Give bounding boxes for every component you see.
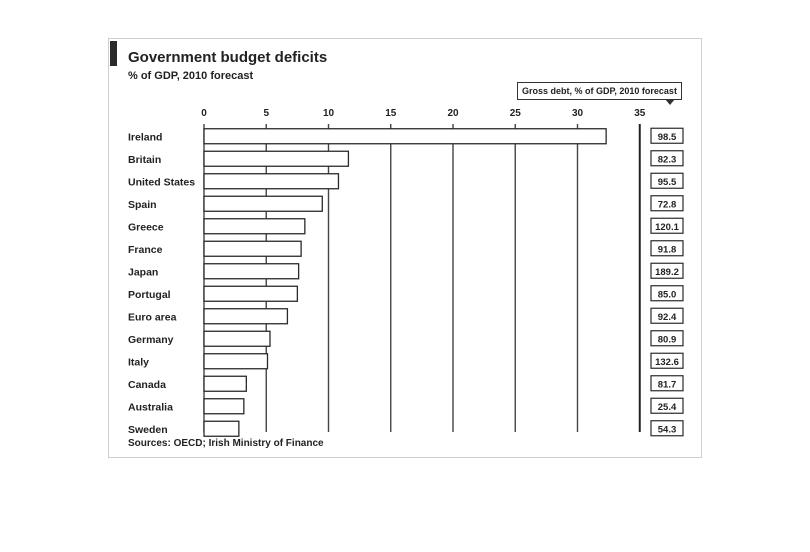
bar bbox=[204, 309, 287, 324]
category-label: Australia bbox=[128, 401, 173, 414]
bar bbox=[204, 354, 267, 369]
gross-debt-value: 80.9 bbox=[657, 334, 677, 346]
gross-debt-value: 189.2 bbox=[655, 266, 679, 278]
x-tick-label: 25 bbox=[509, 108, 521, 119]
gross-debt-value: 98.5 bbox=[657, 131, 677, 143]
bar bbox=[204, 129, 606, 144]
x-tick-label: 15 bbox=[385, 108, 397, 119]
bar bbox=[204, 264, 299, 279]
gross-debt-header: Gross debt, % of GDP, 2010 forecast bbox=[517, 82, 682, 100]
chart-title: Government budget deficits bbox=[128, 49, 328, 66]
bar bbox=[204, 376, 246, 391]
chart-source: Sources: OECD; Irish Ministry of Finance bbox=[128, 438, 324, 449]
category-label: Euro area bbox=[128, 311, 177, 324]
gross-debt-value: 72.8 bbox=[657, 199, 677, 211]
bar bbox=[204, 241, 301, 256]
gross-debt-value: 92.4 bbox=[657, 311, 677, 323]
gross-debt-value: 132.6 bbox=[655, 356, 679, 368]
x-tick-label: 20 bbox=[447, 108, 459, 119]
gross-debt-value: 54.3 bbox=[657, 424, 677, 436]
category-label: Britain bbox=[128, 153, 162, 166]
gross-debt-value: 95.5 bbox=[657, 176, 677, 188]
category-labels bbox=[128, 131, 195, 436]
gross-debt-value: 81.7 bbox=[657, 379, 677, 391]
gross-debt-column bbox=[651, 128, 683, 436]
bar bbox=[204, 196, 322, 211]
category-label: Ireland bbox=[128, 131, 163, 144]
x-tick-label: 35 bbox=[634, 108, 646, 119]
bar bbox=[204, 399, 244, 414]
category-label: Canada bbox=[128, 378, 166, 391]
bar bbox=[204, 421, 239, 436]
bar bbox=[204, 219, 305, 234]
x-tick-label: 5 bbox=[263, 108, 270, 119]
x-tick-label: 0 bbox=[201, 108, 207, 119]
bar bbox=[204, 331, 270, 346]
category-label: Italy bbox=[128, 356, 150, 369]
category-label: Japan bbox=[128, 266, 159, 279]
bars bbox=[204, 129, 606, 437]
category-label: Germany bbox=[128, 333, 174, 346]
category-label: Spain bbox=[128, 198, 157, 211]
x-tick-label: 10 bbox=[322, 108, 335, 119]
bar bbox=[204, 151, 348, 166]
gross-debt-value: 25.4 bbox=[657, 401, 677, 413]
category-label: United States bbox=[128, 176, 196, 189]
gross-debt-value: 82.3 bbox=[657, 154, 677, 166]
x-tick-label: 30 bbox=[571, 108, 584, 119]
bar bbox=[204, 174, 338, 189]
gross-debt-value: 91.8 bbox=[657, 244, 677, 256]
category-label: Portugal bbox=[128, 288, 171, 301]
x-tick-labels bbox=[201, 108, 646, 119]
category-label: Greece bbox=[128, 221, 164, 234]
gross-debt-value: 120.1 bbox=[655, 221, 679, 233]
chart-subtitle: % of GDP, 2010 forecast bbox=[128, 70, 254, 82]
gross-debt-value: 85.0 bbox=[657, 289, 677, 301]
category-label: Sweden bbox=[128, 423, 168, 436]
category-label: France bbox=[128, 243, 163, 256]
bar bbox=[204, 286, 297, 301]
